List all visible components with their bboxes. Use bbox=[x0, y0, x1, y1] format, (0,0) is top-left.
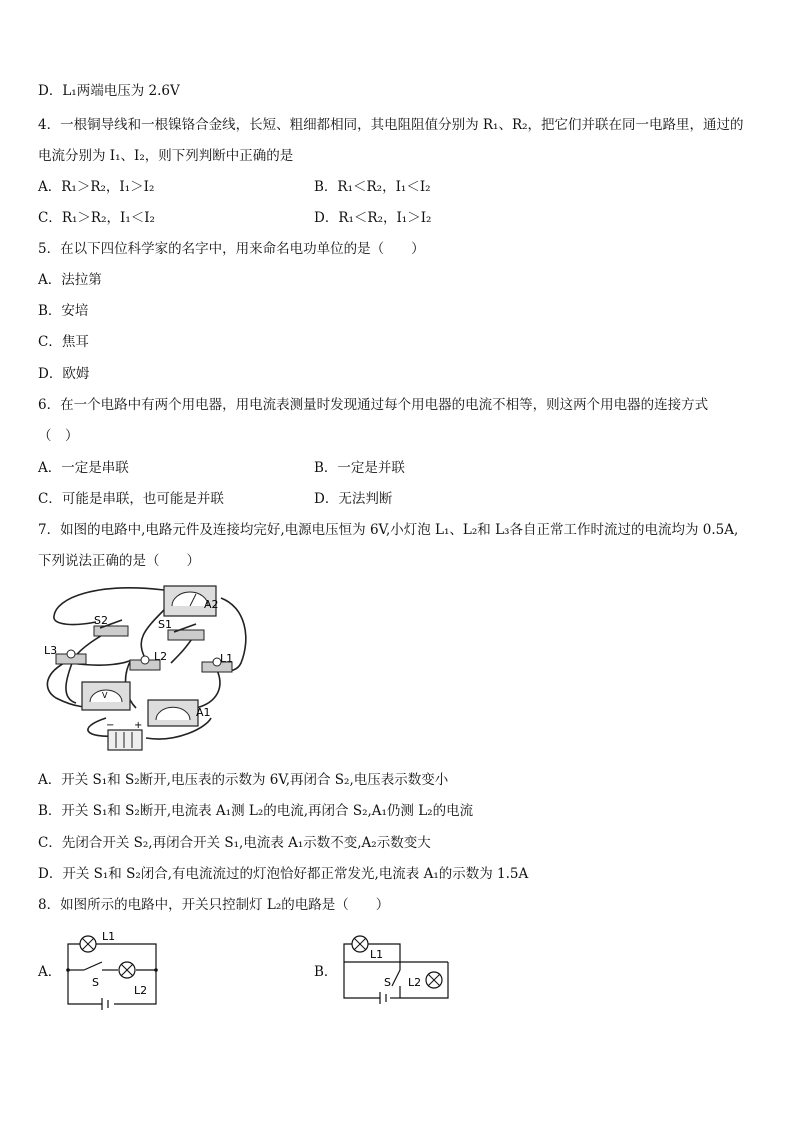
label-l2: L2 bbox=[134, 984, 148, 997]
label-a2: A2 bbox=[204, 598, 219, 611]
switch-s1-icon bbox=[168, 624, 204, 640]
label-minus: − bbox=[106, 720, 115, 731]
option-4c: C．R₁＞R₂，I₁＜I₂ bbox=[38, 210, 155, 226]
label-s: S bbox=[384, 976, 391, 989]
question-6-stem: 6．在一个电路中有两个用电器，用电流表测量时发现通过每个用电器的电流不相等，则这两个用电器的连接方式 bbox=[38, 397, 709, 413]
figure-7-circuit bbox=[36, 578, 258, 754]
question-6-stem-cont: （ ） bbox=[38, 428, 79, 444]
label-l2: L2 bbox=[408, 976, 422, 989]
question-5-stem: 5．在以下四位科学家的名字中，用来命名电功单位的是（ ） bbox=[38, 241, 425, 257]
option-6d: D．无法判断 bbox=[314, 491, 393, 507]
option-5b: B．安培 bbox=[38, 303, 89, 319]
option-5c: C．焦耳 bbox=[38, 334, 89, 350]
figure-8a-circuit bbox=[62, 926, 162, 1012]
lamp-l1-icon bbox=[80, 936, 96, 952]
label-l2: L2 bbox=[154, 650, 168, 663]
option-7b: B．开关 S₁和 S₂断开,电流表 A₁测 L₂的电流,再闭合 S₂,A₁仍测 L₂的电流 bbox=[38, 803, 474, 819]
option-7a: A．开关 S₁和 S₂断开,电压表的示数为 6V,再闭合 S₂,电压表示数变小 bbox=[38, 772, 449, 788]
lamp-l1-icon bbox=[352, 936, 368, 952]
option-7c: C．先闭合开关 S₂,再闭合开关 S₁,电流表 A₁示数不变,A₂示数变大 bbox=[38, 835, 431, 851]
battery-icon bbox=[108, 730, 142, 750]
figure-8b-circuit bbox=[340, 928, 450, 1004]
ammeter-a1-icon bbox=[148, 700, 198, 726]
label-plus: + bbox=[134, 720, 143, 731]
label-l3: L3 bbox=[44, 644, 58, 657]
option-6b: B．一定是并联 bbox=[314, 460, 405, 476]
option-3d: D．L₁两端电压为 2.6V bbox=[38, 83, 180, 99]
label-l1: L1 bbox=[102, 930, 116, 943]
option-6c: C．可能是串联，也可能是并联 bbox=[38, 491, 224, 507]
option-5a: A．法拉第 bbox=[38, 272, 102, 288]
label-v: V bbox=[102, 691, 108, 700]
option-5d: D．欧姆 bbox=[38, 366, 90, 382]
option-4b: B．R₁＜R₂，I₁＜I₂ bbox=[314, 179, 431, 195]
question-7-stem: 7．如图的电路中,电路元件及连接均完好,电源电压恒为 6V,小灯泡 L₁、L₂和 L₃各自正常工作时流过的电流均为 0.5A, bbox=[38, 522, 739, 538]
label-l1: L1 bbox=[370, 948, 384, 961]
lamp-l3-icon bbox=[56, 650, 86, 664]
lamp-l2-icon bbox=[119, 962, 135, 978]
question-4-stem: 4．一根铜导线和一根镍铬合金线，长短、粗细都相同，其电阻阻值分别为 R₁、R₂，把它们并联在同一电路里，通过的 bbox=[38, 117, 744, 133]
question-7-stem-cont: 下列说法正确的是（ ） bbox=[38, 553, 200, 569]
option-4d: D．R₁＜R₂，I₁＞I₂ bbox=[314, 210, 432, 226]
label-s1: S1 bbox=[158, 618, 172, 631]
label-l1: L1 bbox=[220, 652, 234, 665]
lamp-l2-icon bbox=[426, 972, 442, 988]
question-8-stem: 8．如图所示的电路中，开关只控制灯 L₂的电路是（ ） bbox=[38, 897, 390, 913]
label-s: S bbox=[92, 976, 99, 989]
option-8b-label: B． bbox=[314, 964, 338, 980]
option-7d: D．开关 S₁和 S₂闭合,有电流流过的灯泡恰好都正常发光,电流表 A₁的示数为 1.5A bbox=[38, 866, 529, 882]
label-s2: S2 bbox=[94, 614, 108, 627]
label-a1: A1 bbox=[196, 706, 211, 719]
option-6a: A．一定是串联 bbox=[38, 460, 129, 476]
option-8a-label: A． bbox=[38, 964, 62, 980]
option-4a: A．R₁＞R₂，I₁＞I₂ bbox=[38, 179, 155, 195]
question-4-stem-cont: 电流分别为 I₁、I₂，则下列判断中正确的是 bbox=[38, 148, 294, 164]
